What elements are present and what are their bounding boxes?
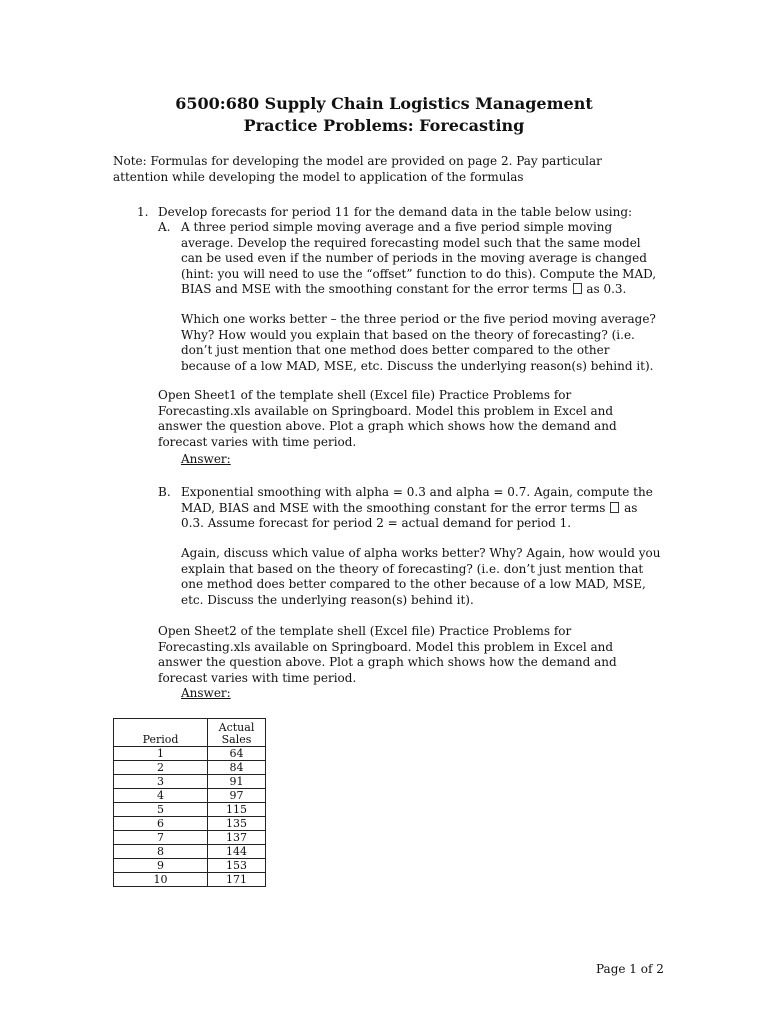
- table-row: 3 91: [114, 775, 266, 789]
- table-row: 4 97: [114, 789, 266, 803]
- table-row: 10 171: [114, 873, 266, 887]
- missing-symbol-icon: [610, 502, 619, 513]
- part-b-excel-instructions: Open Sheet2 of the template shell (Excel file) Practice Problems for Forecasting.xls available on Springboard. Model this problem in Excel and answer the question above. Plot a graph which shows how the demand and forecast varies with time period.: [158, 624, 617, 685]
- document-subtitle: Practice Problems: Forecasting: [243, 116, 525, 135]
- part-a-instructions: A three period simple moving average and a five period simple moving average. Develop the required forecasting model such that the same model can be used even if the number of periods in the moving average is changed (hint: you will need to use the “offset” function to do this). Compute the MAD, BIAS and MSE with the smoothing constant for the error terms as 0.3.: [181, 220, 657, 296]
- table-row: 9 153: [114, 859, 266, 873]
- part-b-discussion: Again, discuss which value of alpha works better? Why? Again, how would you explain that based on the theory of forecasting? (i.e. don’t just mention that one method does better compared to the other because of a low MAD, MSE, etc. Discuss the underlying reason(s) behind it).: [181, 546, 661, 607]
- formula-note: Note: Formulas for developing the model are provided on page 2. Pay particular attention while developing the model to application of the formulas: [113, 154, 602, 184]
- part-a-label: A.: [158, 220, 171, 234]
- part-a-excel-instructions: Open Sheet1 of the template shell (Excel file) Practice Problems for Forecasting.xls available on Springboard. Model this problem in Excel and answer the question above. Plot a graph which shows how the demand and forecast varies with time period.: [158, 388, 617, 449]
- column-header-actual-sales: Actual Sales: [208, 719, 266, 747]
- part-b-answer-label: Answer:: [181, 686, 231, 700]
- missing-symbol-icon: [573, 283, 582, 294]
- question-intro: Develop forecasts for period 11 for the demand data in the table below using:: [158, 205, 633, 219]
- table-header-row: [114, 719, 266, 747]
- page-number: Page 1 of 2: [596, 962, 664, 976]
- part-a-answer-label: Answer:: [181, 452, 231, 466]
- table-row: 1 64: [114, 747, 266, 761]
- document-title: 6500:680 Supply Chain Logistics Management: [175, 94, 593, 113]
- question-number: 1.: [137, 205, 149, 219]
- table-row: 2 84: [114, 761, 266, 775]
- demand-data-table: [113, 718, 266, 887]
- part-a-discussion: Which one works better – the three period or the five period moving average? Why? How would you explain that based on the theory of forecasting? (i.e. don’t just mention that one method does better compared to the other because of a low MAD, MSE, etc. Discuss the underlying reason(s) behind it).: [181, 312, 656, 373]
- table-row: 7 137: [114, 831, 266, 845]
- part-b-label: B.: [158, 485, 171, 499]
- table-row: 8 144: [114, 845, 266, 859]
- table-row: 5 115: [114, 803, 266, 817]
- column-header-period: Period: [114, 719, 208, 747]
- part-b-instructions: Exponential smoothing with alpha = 0.3 and alpha = 0.7. Again, compute the MAD, BIAS and MSE with the smoothing constant for the error terms as 0.3. Assume forecast for period 2 = actual demand for period 1.: [181, 485, 653, 530]
- table-row: 6 135: [114, 817, 266, 831]
